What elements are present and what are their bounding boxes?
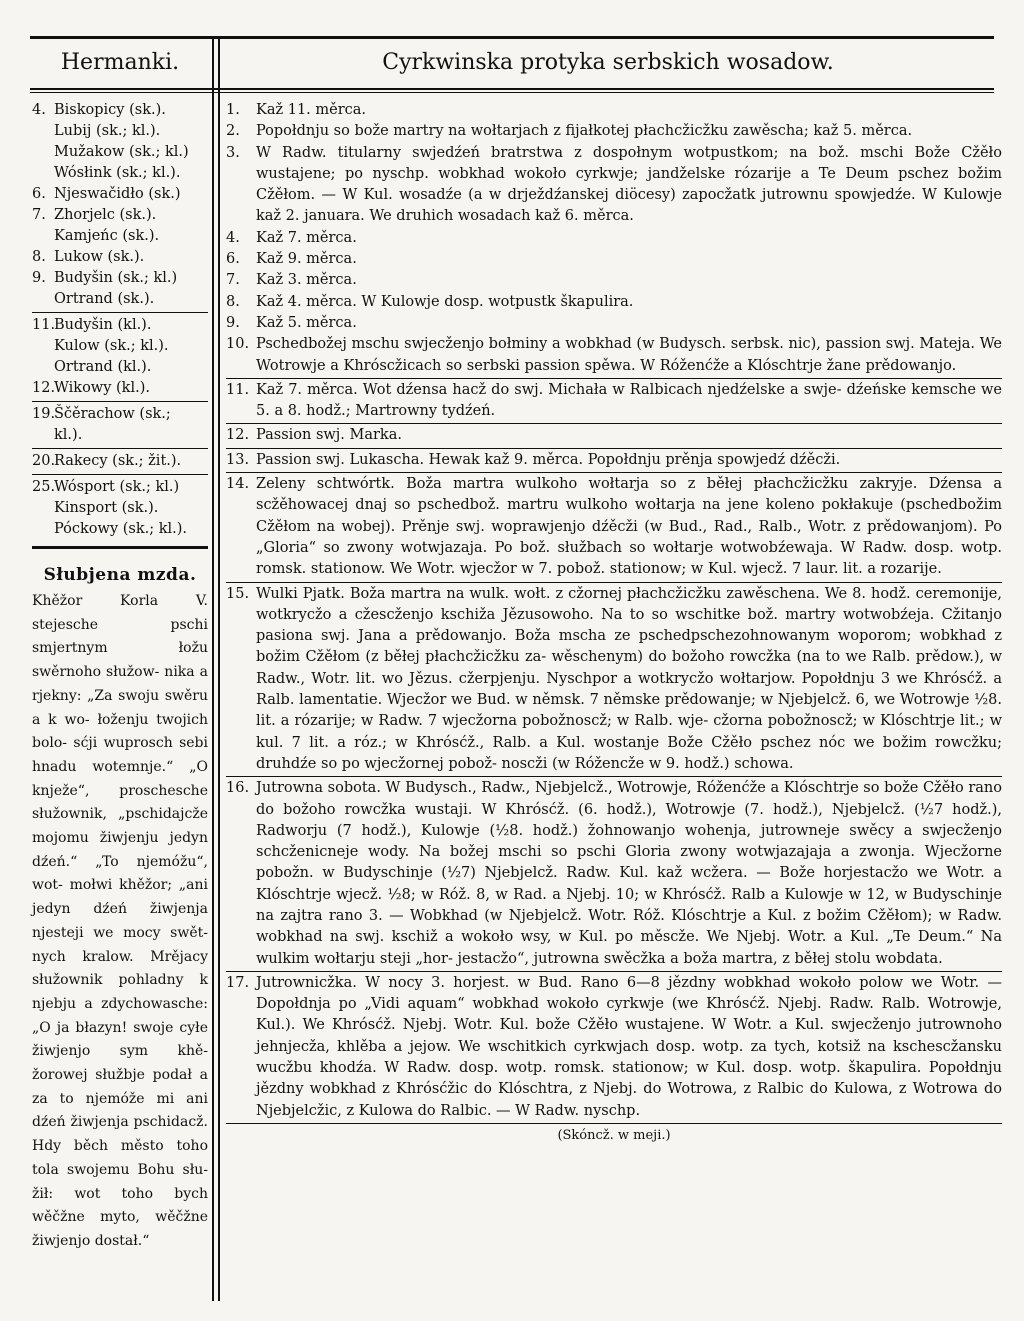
market-town: Ortrand (kl.). bbox=[54, 359, 152, 375]
market-entry bbox=[32, 498, 208, 519]
market-entry bbox=[32, 477, 208, 498]
separator bbox=[32, 474, 208, 475]
story-body: Khěžor Korla V. stejesche pschi smjertnym łožu swěrnoho słužow- nika a rjekny: „Za swoju swěru a k wo- łoženju twojich bolo- sćji wuprosch sebi hnadu wotemnje.“ „O knježe“, proschesche słužownik, „pschidajcže mojomu žiwjenju jedyn dźeń.“ „To njemóžu“, wot- mołwi khěžor; „ani jedyn dźeń žiwjenja njesteji we mocy swět- nych kralow. Mrějacy słužownik pohladny k njebju a zdychowasche: „O ja błazyn! swoje cyłe žiwjenjo sym khě- žorowej słužbje podał a za to njemóže mi ani dźeń žiwjenja pschidacž. Hdy běch město toho tola swojemu Bohu słu- žił: wot toho bych wěčžne myto, wěčžne žiwjenjo dostał.“ bbox=[32, 593, 208, 1249]
market-day-number: 7. bbox=[32, 207, 46, 223]
separator bbox=[32, 312, 208, 313]
calendar-day-text: W Radw. titularny swjedźeń bratrstwa z dospołnym wotpustkom; na bož. mschi Bože Cžěło wustajene; po nyschp. wobkhad wokoło cyrkwje; jandželske rózarije a Te Deum pschez božim Cžěłom. — W Kul. wosadźe (a w drježdźanskej diöcesy) zapocžatk jutrownu spowjedźe. W Kulowje kaž 2. januara. We druhich wosadach kaž 6. měrca. bbox=[256, 144, 1002, 225]
entry-separator bbox=[226, 971, 1002, 972]
market-town: Budyšin (kl.). bbox=[54, 317, 152, 333]
market-town: Zhorjelc (sk.). bbox=[54, 207, 157, 223]
calendar-day-number: 16. bbox=[226, 780, 250, 797]
calendar-day-number: 8. bbox=[226, 293, 240, 310]
calendar-day-number: 13. bbox=[226, 451, 250, 468]
calendar-day-number: 4. bbox=[226, 229, 240, 246]
market-entry bbox=[32, 357, 208, 378]
market-town: Kinsport (sk.). bbox=[54, 500, 159, 516]
separator bbox=[32, 448, 208, 449]
market-town: Ortrand (sk.). bbox=[54, 291, 155, 307]
calendar-day-text: Popołdnju so bože martry na wołtarjach z fijałkotej płachcžicžku zawěscha; kaž 5. měrca. bbox=[256, 123, 913, 140]
market-town: Lukow (sk.). bbox=[54, 249, 145, 265]
market-entry bbox=[32, 268, 208, 289]
calendar-day-text: Kaž 4. měrca. W Kulowje dosp. wotpustk škapulira. bbox=[256, 293, 634, 310]
calendar-day-number: 6. bbox=[226, 251, 240, 268]
market-entry bbox=[32, 315, 208, 336]
market-entry bbox=[32, 121, 208, 142]
calendar-day-number: 17. bbox=[226, 974, 250, 991]
market-day-number: 19. bbox=[32, 406, 56, 422]
calendar-day-number: 11. bbox=[226, 381, 250, 398]
market-day-number: 20. bbox=[32, 453, 56, 469]
calendar-entry bbox=[226, 100, 1002, 121]
market-town: Budyšin (sk.; kl.) bbox=[54, 270, 178, 286]
calendar-day-text: Kaž 5. měrca. bbox=[256, 314, 357, 331]
market-town: Kulow (sk.; kl.). bbox=[54, 338, 169, 354]
market-day-number: 11. bbox=[32, 317, 56, 333]
calendar-day-text: Kaž 7. měrca. bbox=[256, 229, 357, 246]
separator bbox=[32, 401, 208, 402]
market-entry bbox=[32, 247, 208, 268]
calendar-day-text: Zeleny schtwórtk. Boža martra wulkoho wołtarja so z běłej płachcžicžku zakryje. Dźensa a scžěhowacej dnaj so pschedbož. martru wulkoho wołtarja na jene koleno pokłakuje (pschedbožim Cžěłom na wobej). Prěnje swj. woprawjenjo dźěcži (w Bud., Rad., Ralb., Wotr. z prědowanjom). Po „Gloria“ so zwony wotwjazaja. Po bož. słužbach so wołtarje wotwobźewaja. W Radw. dosp. wotp. romsk. stationow. We Wotr. wjecžor w 7. pobož. stationow; w Kul. wjecž. 7 laur. lit. a rozarije. bbox=[256, 476, 1002, 578]
market-town: Ščěrachow (sk.; bbox=[54, 406, 171, 422]
calendar-day-number: 7. bbox=[226, 272, 240, 289]
market-town: kl.). bbox=[54, 427, 83, 443]
entry-separator bbox=[226, 776, 1002, 777]
calendar-day-text: Pschedbožej mschu swjecženjo bołminy a wobkhad (w Budysch. serbsk. nic), passion swj. Mateja. We Wotrowje a Khróscžicach so serbski passion spěwa. W Róženćže a Klóschtrje žane prědowanjo. bbox=[256, 336, 1002, 374]
market-entry bbox=[32, 451, 208, 472]
market-town: Lubij (sk.; kl.). bbox=[54, 123, 161, 139]
entry-separator bbox=[226, 423, 1002, 424]
calendar-entry bbox=[226, 143, 1002, 228]
left-header: Hermanki. bbox=[60, 50, 180, 75]
calendar-entry bbox=[226, 973, 1002, 1122]
entry-separator bbox=[226, 378, 1002, 379]
calendar-day-text: Passion swj. Marka. bbox=[256, 427, 402, 444]
column-divider bbox=[212, 36, 214, 1301]
market-town: Póckowy (sk.; kl.). bbox=[54, 521, 188, 537]
calendar-entry bbox=[226, 474, 1002, 580]
market-day-number: 8. bbox=[32, 249, 46, 265]
calendar-entry bbox=[226, 270, 1002, 291]
market-town: Njeswačidło (sk.) bbox=[54, 186, 181, 202]
market-entry bbox=[32, 425, 208, 446]
market-entry bbox=[32, 378, 208, 399]
market-day-number: 12. bbox=[32, 380, 56, 396]
market-town: Kamjeńc (sk.). bbox=[54, 228, 160, 244]
continued-note: (Skóncž. w meji.) bbox=[557, 1127, 671, 1143]
market-town: Biskopicy (sk.). bbox=[54, 102, 166, 118]
section-rule bbox=[32, 546, 208, 549]
market-entry bbox=[32, 519, 208, 540]
calendar-day-text: Kaž 11. měrca. bbox=[256, 102, 367, 118]
calendar-entry bbox=[226, 778, 1002, 970]
calendar-day-number: 3. bbox=[226, 144, 240, 161]
calendar-day-text: Wulki Pjatk. Boža martra na wulk. wołt. z cžornej płachcžicžku zawěschena. We 8. hodž. ceremonije, wotkrycžo a cžescženjo kschiža Jězusowoho. Na to so wschitke bož. martry wotwobźeja. Cžitanjo pasiona swj. Jana a prědowanjo. Boža mscha ze pschedpschezohnowanym woporom; wobkhad z božim Cžěłom (z běłej płachcžicžku za- wěschenym) do božoho rowcžka (na to we Ralb. prědow.), w Radw., Wotr. lit. wo Jězus. cžerpjenju. Nyschpor a wotkrycžo wołtarjow. Popołdnju 3 we Khrósćž. a Ralb. lamentatie. Wjecžor we Bud. w němsk. 7 němske prědowanje; w Njebjelcž. 6, we Wotrowje ½8. lit. a rózarije; w Radw. 7 wjecžorna pobožnoscž; w Ralb. wje- cžorna pobožnoscž; w Klóschtrje lit.; w kul. 7 lit. a róz.; w Khrósćž., Ralb. a Kul. wostanje Bože Cžěło pschez nóc we božim rowcžku; druhdźe so po wjecžornej pobož- noscži (w Róžencže w 9. hodž.) schowa. bbox=[256, 585, 1002, 772]
top-rule bbox=[30, 36, 994, 39]
calendar-day-number: 10. bbox=[226, 336, 250, 353]
market-day-number: 25. bbox=[32, 479, 56, 495]
calendar-entry bbox=[226, 584, 1002, 776]
market-town: Wósłink (sk.; kl.). bbox=[54, 165, 181, 181]
market-list bbox=[32, 100, 208, 1254]
market-day-number: 9. bbox=[32, 270, 46, 286]
market-entry bbox=[32, 205, 208, 226]
church-calendar bbox=[226, 100, 1002, 1146]
market-day-number: 6. bbox=[32, 186, 46, 202]
market-town: Rakecy (sk.; žit.). bbox=[54, 453, 182, 469]
header-rule-thin bbox=[30, 92, 994, 93]
market-town: Mužakow (sk.; kl.) bbox=[54, 144, 189, 160]
market-entry bbox=[32, 289, 208, 310]
calendar-entry bbox=[226, 121, 1002, 142]
entry-separator bbox=[226, 582, 1002, 583]
market-entry bbox=[32, 226, 208, 247]
market-entry bbox=[32, 100, 208, 121]
calendar-day-number: 15. bbox=[226, 585, 250, 602]
market-entry bbox=[32, 404, 208, 425]
market-entry bbox=[32, 184, 208, 205]
calendar-day-text: Kaž 3. měrca. bbox=[256, 272, 357, 289]
calendar-day-text: Jutrowna sobota. W Budysch., Radw., Njebjelcž., Wotrowje, Róženćže a Klóschtrje so bože Cžěło rano do božoho rowcžka wustaji. W Khrósćž. (6. hodž.), Wotrowje (7. hodž.), Njebjelcž. (½7 hodž.), Radworju (7 hodž.), Kulowje (½8. hodž.) žohnowanjo wohenja, jutrowneje swěcy a swjecženjo schcženicneje wody. Na božej mschi so pschi Gloria zwony wotwjazajaja a zwonja. Wjecžorne pobožn. w Budyschinje (½7) Njebjelcž. Radw. Kul. kaž wcžera. — Bože horjestacžo we Wotr. a Klóschtrje wjecž. ½8; w Róž. 8, w Rad. a Njebj. 10; w Khrósćž. Ralb a Kulowje w 12, w Budyschinje na zajtra rano 3. — Wobkhad (w Njebjelcž. Wotr. Róž. Klóschtrje a Kul. z božim Cžěłom); w Radw. wobkhad na swj. kschiž a wokoło wsy, w Kul. po měscže. We Njebj. Wotr. a Kul. „Te Deum.“ Na wulkim wołtarju steji „hor- jestacžo“, jutrowna swěcžka a boža martra, z běłej stolu wobdata. bbox=[256, 780, 1002, 967]
calendar-day-number: 14. bbox=[226, 476, 250, 493]
calendar-day-number: 2. bbox=[226, 123, 240, 140]
calendar-entry bbox=[226, 249, 1002, 270]
calendar-entry bbox=[226, 228, 1002, 249]
calendar-day-text: Kaž 9. měrca. bbox=[256, 251, 357, 268]
market-day-number: 4. bbox=[32, 102, 46, 118]
calendar-day-number: 1. bbox=[226, 102, 240, 118]
calendar-entry bbox=[226, 313, 1002, 334]
calendar-entry bbox=[226, 450, 1002, 471]
calendar-entry bbox=[226, 292, 1002, 313]
calendar-entry bbox=[226, 334, 1002, 377]
calendar-entry bbox=[226, 425, 1002, 446]
right-header: Cyrkwinska protyka serbskich wosadow. bbox=[382, 50, 834, 75]
calendar-day-text: Kaž 7. měrca. Wot dźensa hacž do swj. Michała w Ralbicach njedźelske a swje- dźeńske kemsche we 5. a 8. hodž.; Martrowny tydźeń. bbox=[256, 381, 1002, 420]
calendar-day-number: 9. bbox=[226, 314, 240, 331]
market-entry bbox=[32, 336, 208, 357]
market-town: Wósport (sk.; kl.) bbox=[54, 479, 180, 495]
entry-separator bbox=[226, 472, 1002, 473]
calendar-day-number: 12. bbox=[226, 427, 250, 444]
market-entry bbox=[32, 163, 208, 184]
entry-separator bbox=[226, 1123, 1002, 1124]
calendar-entry bbox=[226, 380, 1002, 423]
market-town: Wikowy (kl.). bbox=[54, 380, 150, 396]
column-divider-second bbox=[218, 36, 220, 1301]
header-rule bbox=[30, 88, 994, 90]
entry-separator bbox=[226, 448, 1002, 449]
calendar-day-text: Jutrownicžka. W nocy 3. horjest. w Bud. Rano 6—8 jězdny wobkhad wokoło polow we Wotr. — Dopołdnja po „Vidi aquam“ wobkhad wokoło cyrkwje (we Khrósćž. Njebj. Radw. Ralb. Wotrowje, Kul.). We Khrósćž. Njebj. Wotr. Kul. bože Cžěło wustajene. W Wotr. a Kul. swjecženjo jutrownoho jehnjecža, khlěba a jejow. We wschitkich cyrkwjach dosp. wotp. za tych, kotsiž na kschescžansku wucžbu khodźa. W Radw. dosp. wotp. romsk. stationow; w Kul. dosp. wotp. škapulira. Popołdnju jězdny wobkhad z Khrósćžic do Klóschtra, z Njebj. do Wotrowa, z Ralbic do Kulowa, z Wotrowa do Njebjelcžic, z Kulowa do Ralbic. — W Radw. nyschp. bbox=[256, 974, 1002, 1119]
market-entry bbox=[32, 142, 208, 163]
story-title: Słubjena mzda. bbox=[43, 565, 197, 585]
calendar-day-text: Passion swj. Lukascha. Hewak kaž 9. měrca. Popołdnju prěnja spowjedź dźěcži. bbox=[256, 451, 841, 468]
